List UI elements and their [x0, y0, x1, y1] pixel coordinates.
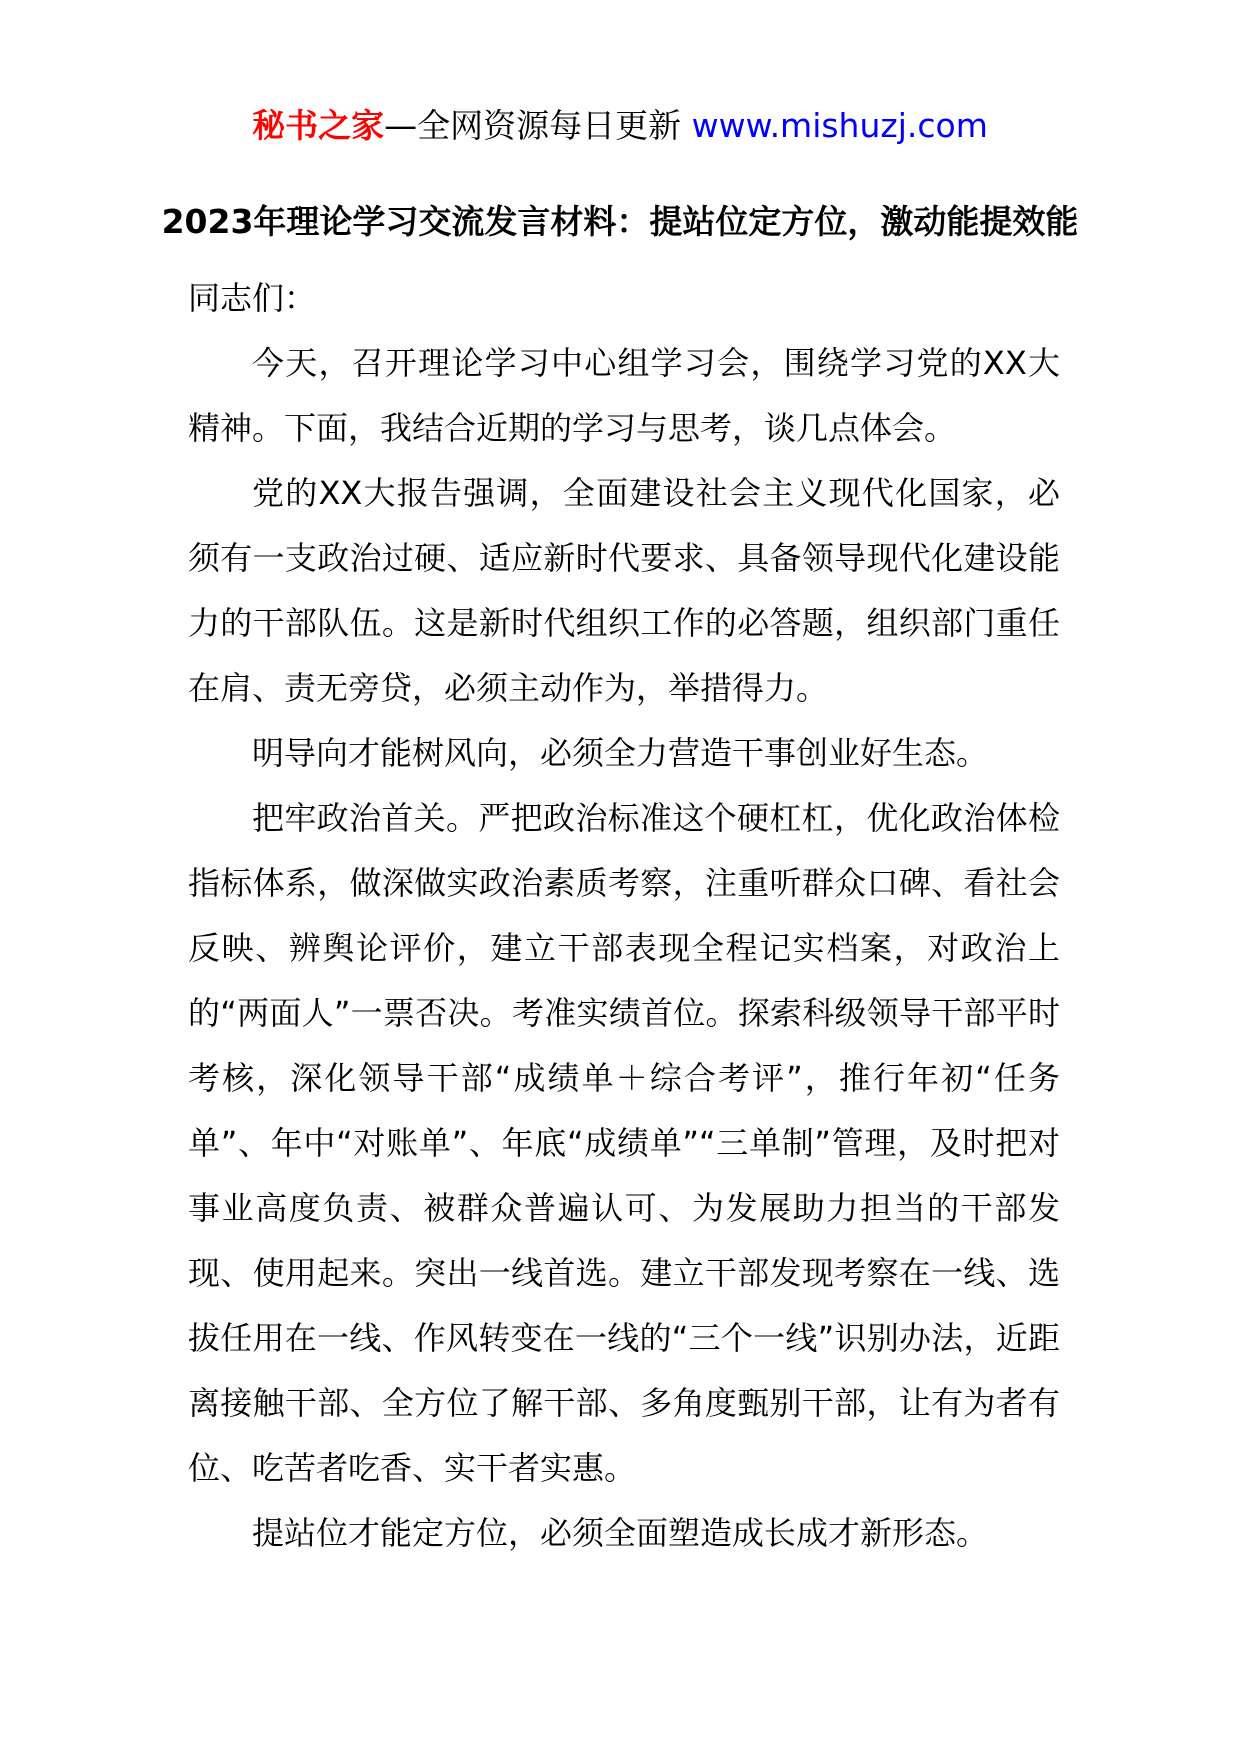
paragraph-5: 提站位才能定方位，必须全面塑造成长成才新形态。: [252, 1514, 989, 1552]
document-body: [188, 266, 1060, 1566]
site-header: [0, 104, 1240, 148]
header-tagline: —全网资源每日更新: [384, 106, 682, 145]
brand-name: 秘书之家: [252, 106, 385, 145]
paragraph-3: 明导向才能树风向，必须全力营造干事创业好生态。: [252, 734, 989, 772]
salutation: 同志们：: [188, 279, 317, 317]
paragraph-4: 把牢政治首关。严把政治标准这个硬杠杠，优化政治体检指标体系，做深做实政治素质考察，注重听群众口碑、看社会反映、辨舆论评价，建立干部表现全程记实档案，对政治上的“两面人”一票否决。考准实绩首位。探索科级领导干部平时考核，深化领导干部“成绩单＋综合考评”，推行年初“任务单”、年中“对账单”、年底“成绩单”“三单制”管理，及时把对事业高度负责、被群众普遍认可、为发展助力担当的干部发现、使用起来。突出一线首选。建立干部发现考察在一线、选拔任用在一线、作风转变在一线的“三个一线”识别办法，近距离接触干部、全方位了解干部、多角度甄别干部，让有为者有位、吃苦者吃香、实干者实惠。: [188, 799, 1060, 1487]
site-url-link[interactable]: www.mishuzj.com: [691, 106, 988, 145]
paragraph-2: 党的XX大报告强调，全面建设社会主义现代化国家，必须有一支政治过硬、适应新时代要求、具备领导现代化建设能力的干部队伍。这是新时代组织工作的必答题，组织部门重任在肩、责无旁贷，必须主动作为，举措得力。: [188, 474, 1060, 707]
paragraph-1: 今天，召开理论学习中心组学习会，围绕学习党的XX大精神。下面，我结合近期的学习与思考，谈几点体会。: [188, 344, 1060, 447]
document-title: 2023年理论学习交流发言材料：提站位定方位，激动能提效能: [161, 202, 1079, 241]
